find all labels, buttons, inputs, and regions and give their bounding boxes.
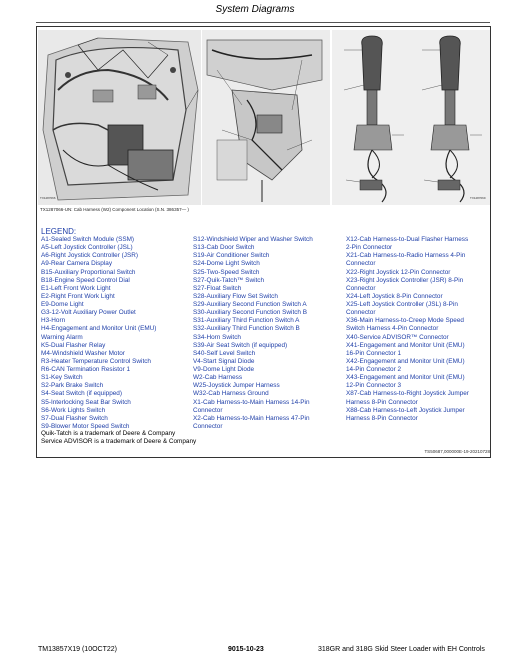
legend-item: S30-Auxiliary Second Function Switch B bbox=[193, 309, 308, 317]
legend-item: V9-Dome Light Diode bbox=[193, 366, 255, 373]
legend-item: S28-Auxiliary Flow Set Switch bbox=[193, 292, 278, 300]
legend-item: V4-Start Signal Diode bbox=[193, 357, 255, 365]
right-joystick-figure bbox=[414, 30, 490, 205]
legend-item bbox=[346, 301, 492, 317]
page-header-title: System Diagrams bbox=[215, 4, 295, 15]
footer-manual-id: TM13857X19 (10OCT22) bbox=[38, 646, 117, 653]
legend-item-line: X12-Cab Harness-to-Dual Flasher Harness bbox=[346, 236, 469, 243]
legend-item bbox=[346, 277, 492, 293]
legend-item: S2-Park Brake Switch bbox=[41, 382, 104, 390]
legend-item: S12-Windshield Wiper and Washer Switch bbox=[193, 236, 313, 243]
legend-item: R3-Heater Temperature Control Switch bbox=[41, 357, 151, 365]
legend-item: X40-Service ADVISOR™ Connector bbox=[346, 333, 449, 341]
legend-item-line: X41-Engagement and Monitor Unit (EMU) bbox=[346, 341, 465, 349]
legend-item bbox=[193, 415, 343, 431]
legend-item bbox=[346, 252, 492, 268]
legend-item-line: Connector bbox=[193, 406, 223, 414]
legend-item: S9-Blower Motor Speed Switch bbox=[41, 422, 130, 430]
legend-item: K5-Dual Flasher Relay bbox=[41, 341, 106, 349]
legend-item: S7-Dual Flasher Switch bbox=[41, 414, 108, 422]
legend-item: A6-Right Joystick Controller (JSR) bbox=[41, 252, 138, 260]
legend-item: S5-Interlocking Seat Bar Switch bbox=[41, 398, 131, 406]
legend-item-line: 16-Pin Connector 1 bbox=[346, 349, 402, 357]
legend-item: B15-Auxiliary Proportional Switch bbox=[41, 268, 136, 276]
figure-id-right: TX1287069 bbox=[470, 196, 486, 200]
left-joystick-figure bbox=[332, 30, 414, 205]
legend-column-3 bbox=[346, 236, 492, 423]
trademark-service-advisor: Service ADVISOR is a trademark of Deere & Company bbox=[41, 438, 197, 445]
figure-caption: TX1287066-UN: Cab Harness (W2) Component Location (S.N. 386357— ) bbox=[40, 207, 189, 212]
legend-item bbox=[346, 407, 492, 423]
legend-item: A5-Left Joystick Controller (JSL) bbox=[41, 244, 133, 252]
legend-item bbox=[193, 399, 343, 415]
legend-item: S40-Self Level Switch bbox=[193, 349, 256, 357]
legend-item: S4-Seat Switch (if equipped) bbox=[41, 390, 122, 398]
legend-item: S29-Auxiliary Second Function Switch A bbox=[193, 301, 307, 308]
document-reference: TS50687,000000E-19-20210728 bbox=[424, 449, 490, 454]
legend-item: S1-Key Switch bbox=[41, 374, 83, 382]
legend-item-line: 12-Pin Connector 3 bbox=[346, 382, 402, 390]
legend-item: B18-Engine Speed Control Dial bbox=[41, 276, 130, 284]
figure-id-left: TX1287066 bbox=[40, 196, 56, 200]
legend-item bbox=[346, 390, 492, 406]
legend-item: M4-Windshield Washer Motor bbox=[41, 349, 125, 357]
legend-item-line: Switch Harness 4-Pin Connector bbox=[346, 325, 439, 333]
legend-item-line: Connector bbox=[193, 422, 223, 430]
legend-item-line: 2-Pin Connector bbox=[346, 244, 393, 252]
legend-item-line: Warning Alarm bbox=[41, 333, 83, 341]
legend-item: R6-CAN Termination Resistor 1 bbox=[41, 366, 131, 373]
legend-item: E2-Right Front Work Light bbox=[41, 292, 115, 300]
legend-item: S24-Dome Light Switch bbox=[193, 260, 260, 268]
legend-item: H3-Horn bbox=[41, 317, 66, 325]
legend-item-line: Connector bbox=[346, 284, 376, 292]
legend-item-line: X87-Cab Harness-to-Right Joystick Jumper bbox=[346, 390, 469, 398]
legend-item-line: X1-Cab Harness-to-Main Harness 14-Pin bbox=[193, 398, 310, 406]
legend-item: S39-Air Seat Switch (if equipped) bbox=[193, 341, 288, 349]
legend-item: S31-Auxiliary Third Function Switch A bbox=[193, 317, 300, 325]
legend-item: A1-Sealed Switch Module (SSM) bbox=[41, 236, 135, 243]
footer-machine-title: 318GR and 318G Skid Steer Loader with EH Controls bbox=[318, 646, 485, 653]
legend-item-line: 14-Pin Connector 2 bbox=[346, 366, 402, 373]
legend-item-line: Harness 8-Pin Connector bbox=[346, 398, 418, 406]
legend-item: S19-Air Conditioner Switch bbox=[193, 252, 270, 260]
legend-item bbox=[346, 236, 492, 252]
legend-item: X24-Left Joystick 8-Pin Connector bbox=[346, 292, 443, 300]
legend-item-line: X25-Left Joystick Controller (JSL) 8-Pin bbox=[346, 301, 458, 308]
legend-item: A9-Rear Camera Display bbox=[41, 260, 113, 268]
legend-item-line: X42-Engagement and Monitor Unit (EMU) bbox=[346, 357, 465, 365]
legend-item-line: X36-Main Harness-to-Creep Mode Speed bbox=[346, 317, 464, 325]
legend-item-line: Connector bbox=[346, 260, 376, 268]
legend-item bbox=[346, 358, 492, 374]
cab-harness-figure bbox=[38, 30, 201, 205]
legend-item-line: X2-Cab Harness-to-Main Harness 47-Pin bbox=[193, 414, 310, 422]
legend-item-line: H4-Engagement and Monitor Unit (EMU) bbox=[41, 325, 157, 333]
header-divider bbox=[36, 22, 490, 23]
trademark-quik-tatch: Quik-Tatch is a trademark of Deere & Company bbox=[41, 430, 176, 437]
legend-item: W32-Cab Harness Ground bbox=[193, 390, 269, 398]
legend-item bbox=[346, 317, 492, 333]
legend-item: S27-Quik-Tatch™ Switch bbox=[193, 276, 265, 284]
legend-item: S6-Work Lights Switch bbox=[41, 406, 106, 414]
legend-item: S25-Two-Speed Switch bbox=[193, 268, 260, 276]
legend-item-line: Harness 8-Pin Connector bbox=[346, 414, 418, 422]
footer-page-number: 9015-10-23 bbox=[228, 646, 264, 653]
legend-column-1 bbox=[41, 236, 191, 431]
legend-item bbox=[41, 325, 191, 341]
legend-item: W2-Cab Harness bbox=[193, 374, 243, 382]
legend-item bbox=[346, 342, 492, 358]
legend-item: S32-Auxiliary Third Function Switch B bbox=[193, 325, 300, 333]
legend-item-line: X43-Engagement and Monitor Unit (EMU) bbox=[346, 374, 465, 382]
legend-column-2 bbox=[193, 236, 343, 431]
legend-item: S27-Float Switch bbox=[193, 284, 242, 292]
legend-item: X22-Right Joystick 12-Pin Connector bbox=[346, 268, 451, 276]
legend-item-line: X88-Cab Harness-to-Left Joystick Jumper bbox=[346, 406, 465, 414]
legend-item bbox=[346, 374, 492, 390]
legend-item-line: Connector bbox=[346, 309, 376, 317]
legend-item: W25-Joystick Jumper Harness bbox=[193, 382, 280, 390]
harness-routing-figure bbox=[202, 30, 330, 205]
legend-item: S34-Horn Switch bbox=[193, 333, 241, 341]
legend-item: E1-Left Front Work Light bbox=[41, 284, 111, 292]
legend-item-line: X23-Right Joystick Controller (JSR) 8-Pin bbox=[346, 276, 464, 284]
legend-title: LEGEND: bbox=[41, 227, 77, 236]
legend-item: S13-Cab Door Switch bbox=[193, 244, 255, 252]
legend-item: G3-12-Volt Auxiliary Power Outlet bbox=[41, 309, 136, 317]
legend-item: E9-Dome Light bbox=[41, 301, 84, 308]
legend-item-line: X21-Cab Harness-to-Radio Harness 4-Pin bbox=[346, 252, 466, 260]
